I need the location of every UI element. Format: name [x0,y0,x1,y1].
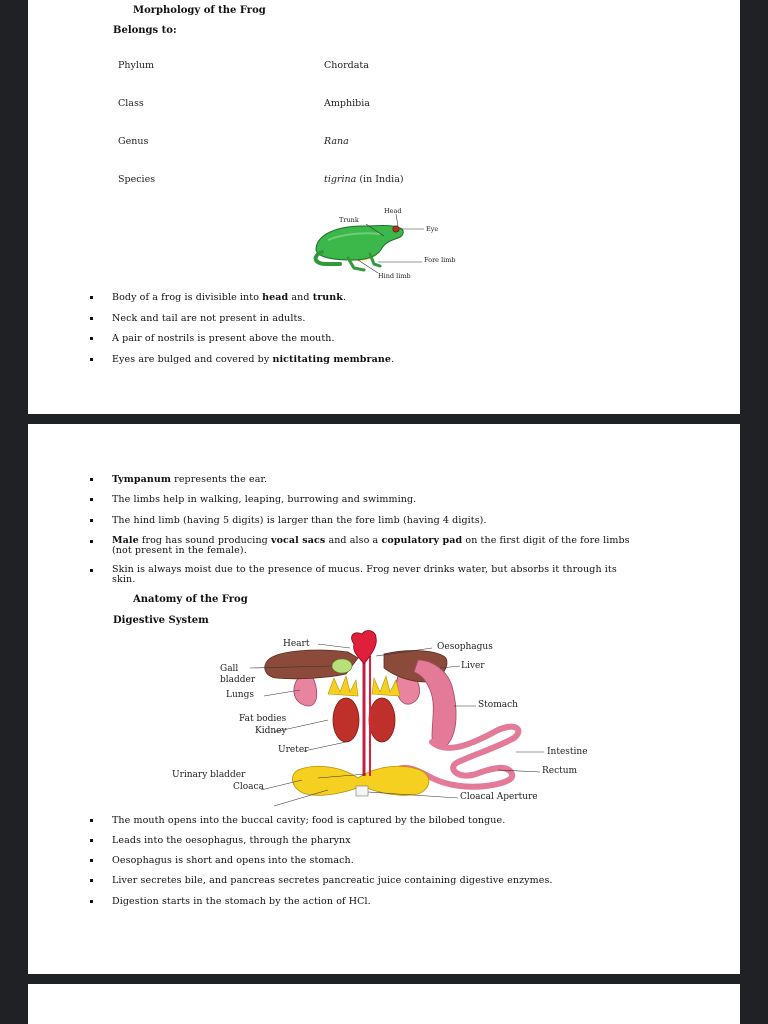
list-item: Digestion starts in the stomach by the action of HCl. [90,896,642,907]
list-item: Tympanum represents the ear. [90,474,642,485]
rank-class: Class [118,98,144,109]
label-head: Head [384,207,402,215]
label-intestine: Intestine [547,747,588,757]
label-gall-bladder-1: Gall [220,664,239,674]
label-liver: Liver [461,661,485,671]
list-item: The limbs help in walking, leaping, burrowing and swimming. [90,494,642,505]
value-phylum: Chordata [324,60,369,71]
list-item: A pair of nostrils is present above the mouth. [90,333,642,344]
list-item: Leads into the oesophagus, through the pharynx [90,835,642,846]
label-stomach: Stomach [478,700,518,710]
label-trunk: Trunk [339,216,359,224]
label-cloacal-aperture: Cloacal Aperture [460,792,538,802]
label-oesophagus: Oesophagus [437,642,493,652]
label-eye: Eye [426,225,439,233]
page-1 [28,0,740,414]
label-rectum: Rectum [542,766,578,776]
label-ureter: Ureter [278,745,309,755]
frog-leader-lines [28,0,740,300]
rank-phylum: Phylum [118,60,155,71]
digestive-bullet-list [90,815,642,907]
morphology-bullet-list [90,292,642,365]
list-item: The hind limb (having 5 digits) is larger than the fore limb (having 4 digits). [90,515,642,526]
list-item: Liver secretes bile, and pancreas secretes pancreatic juice containing digestive enzymes. [90,875,642,886]
value-genus: Rana [324,136,349,147]
label-gall-bladder-2: bladder [220,675,256,685]
page-title: Morphology of the Frog [133,5,266,16]
label-heart: Heart [283,639,310,649]
rank-genus: Genus [118,136,149,147]
label-fat-bodies: Fat bodies [239,714,287,724]
label-cloaca: Cloaca [233,782,264,792]
list-item: Eyes are bulged and covered by nictitating membrane. [90,354,642,365]
list-item: Neck and tail are not present in adults. [90,313,642,324]
digestive-system-heading: Digestive System [113,615,209,626]
label-hind-limb: Hind limb [378,272,411,280]
label-lungs: Lungs [226,690,254,700]
page-2 [28,424,740,974]
value-class: Amphibia [324,98,370,109]
list-item: The mouth opens into the buccal cavity; food is captured by the bilobed tongue. [90,815,642,826]
list-item: Oesophagus is short and opens into the stomach. [90,855,642,866]
belongs-to-heading: Belongs to: [113,25,177,36]
value-species: tigrina (in India) [324,174,404,185]
label-kidney: Kidney [255,726,287,736]
anatomy-heading: Anatomy of the Frog [133,594,248,605]
label-urinary-bladder: Urinary bladder [172,770,246,780]
list-item: Body of a frog is divisible into head and trunk. [90,292,642,303]
list-item: Male frog has sound producing vocal sacs and also a copulatory pad on the first digit of the fore limbs (not present in the female). [90,536,642,556]
list-item: Skin is always moist due to the presence of mucus. Frog never drinks water, but absorbs it through its skin. [90,565,642,585]
page-3 [28,984,740,1024]
rank-species: Species [118,174,156,185]
label-fore-limb: Fore limb [424,256,456,264]
